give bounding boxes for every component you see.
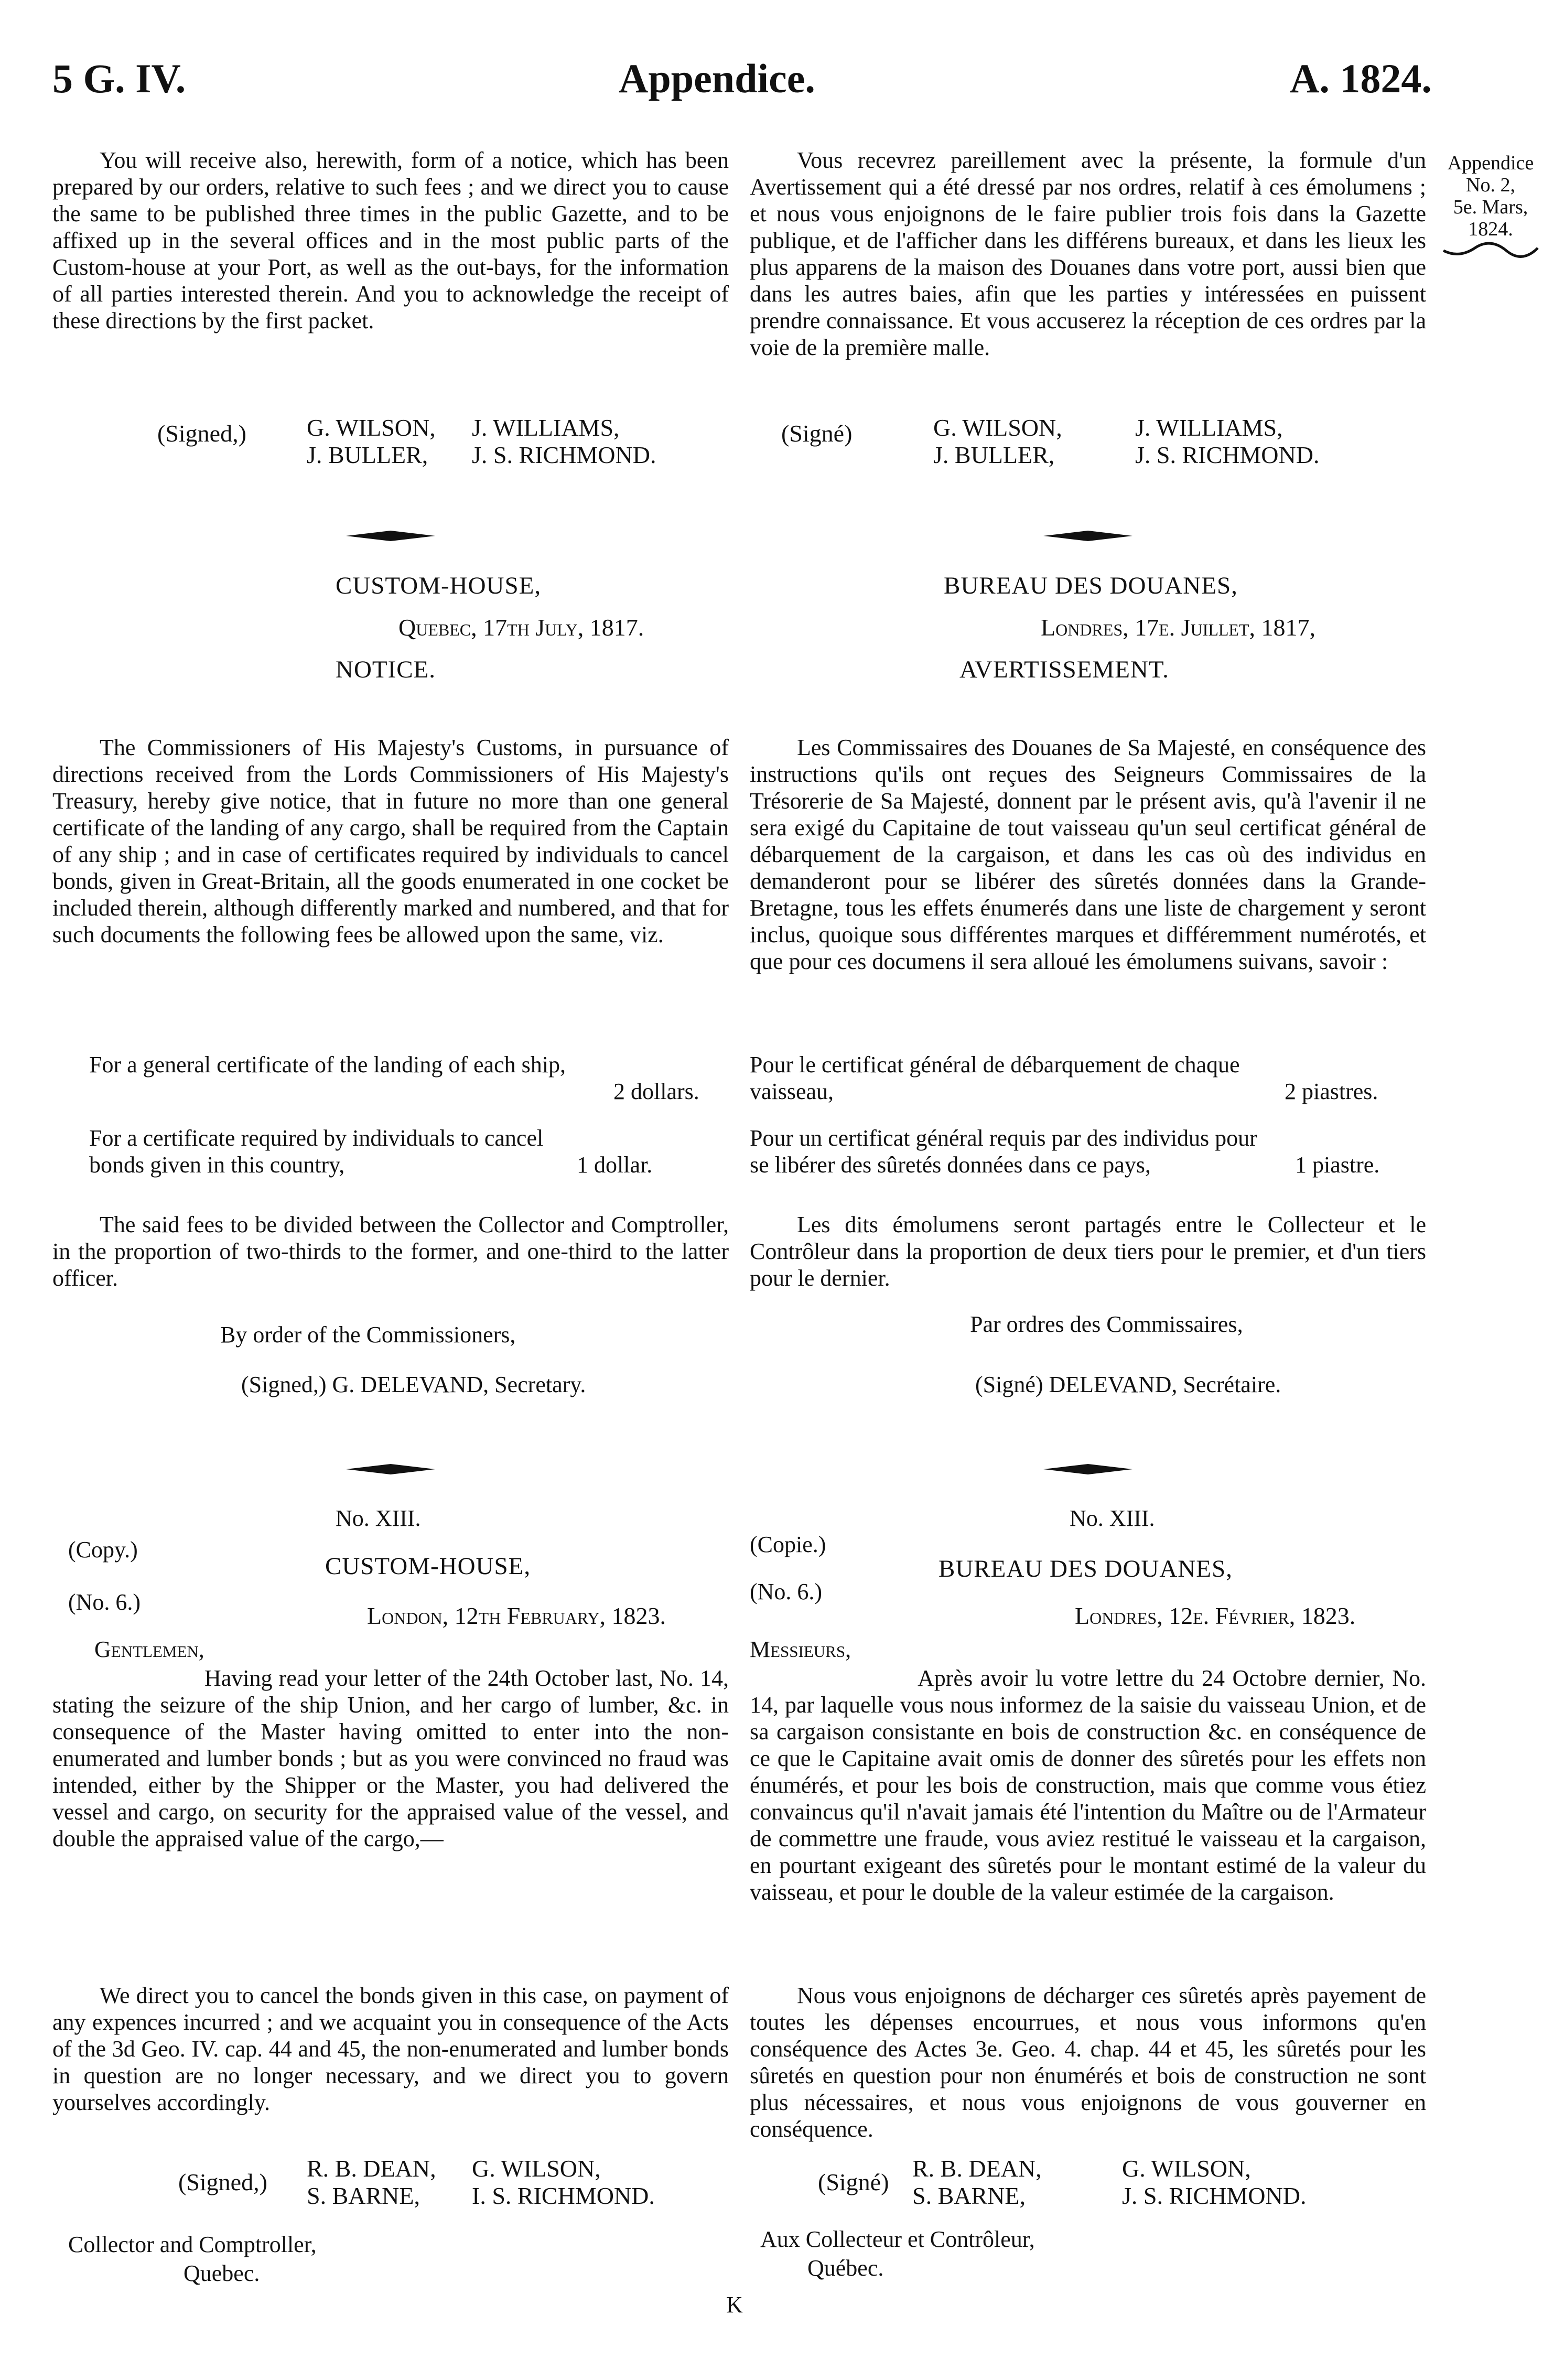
header-left: 5 G. IV.: [52, 56, 186, 101]
en-letter2: We direct you to cancel the bonds given in this case, on payment of any expences incurred ; and we acquaint you in consequence of the Acts of the 3d Geo. IV. cap. 44 and 45, the non-enumerated and lumber bonds in question are no longer necessary, and we direct you to govern yourselves accordingly.: [52, 1983, 729, 2115]
fr-date2: Londres, 12e. Février, 1823.: [1075, 1602, 1356, 1629]
en-by-order: By order of the Commissioners,: [220, 1322, 516, 1348]
en-letter1: Having read your letter of the 24th October last, No. 14, stating the seizure of the ship Union, and her cargo of lumber, &c. in consequence of the Master having omitted to enter into the non-enumerated and lumber bonds ; but as you were convinced no fraud was intended, either by the Shipper or the Master, you had delivered the vessel and cargo, on security for the appraised value of the vessel, and double the appraised value of the cargo,—: [52, 1665, 729, 1851]
fr-addressee1: Aux Collecteur et Contrôleur,: [760, 2226, 1035, 2252]
fr-no6: (No. 6.): [750, 1579, 823, 1604]
fr-addressee2: Québec.: [807, 2255, 884, 2281]
fr-sig1-name: J. BULLER,: [933, 441, 1055, 468]
margin-note-line: Appendice: [1447, 152, 1534, 174]
en-no13: No. XIII.: [336, 1505, 421, 1531]
en-sig2: (Signed,) G. DELEVAND, Secretary.: [241, 1372, 586, 1397]
fr-fees-division: Les dits émolumens seront partagés entre le Collecteur et le Contrôleur dans la proportion de deux tiers pour le premier, et d'un tiers pour le dernier.: [750, 1212, 1426, 1291]
en-date2: London, 12th February, 1823.: [367, 1602, 666, 1629]
fr-sig1-name: J. S. RICHMOND.: [1135, 441, 1320, 468]
en-sig1-name: G. WILSON,: [307, 414, 436, 441]
fr-sig3-name: J. S. RICHMOND.: [1122, 2182, 1307, 2209]
fr-fee1-label: Pour le certificat général de débarquement de chaque vaisseau,: [750, 1052, 1240, 1104]
margin-note-line: No. 2,: [1466, 174, 1515, 196]
en-ornament-divider: [346, 1463, 435, 1476]
en-sig3-name: R. B. DEAN,: [307, 2155, 436, 2182]
en-sig3-name: G. WILSON,: [472, 2155, 601, 2182]
fr-letter2: Nous vous enjoignons de décharger ces sûretés après payement de toutes les dépenses encourrues, et nous vous informons qu'en conséquence des Actes 3e. Geo. 4. chap. 44 et 45, les sûretés pour les sûretés en question pour non énumérés et bois de construction ne sont plus nécessaires, et nous vous enjoignons de vous gouverner en conséquence.: [750, 1983, 1426, 2142]
fr-sig3-name: R. B. DEAN,: [912, 2155, 1042, 2182]
en-salutation: Gentlemen,: [94, 1636, 204, 1662]
en-date1: Quebec, 17th July, 1817.: [398, 614, 644, 641]
en-sig1-label: (Signed,): [157, 420, 246, 447]
fr-date1: Londres, 17e. Juillet, 1817,: [1041, 614, 1316, 641]
fr-fee2-amount: 1 piastre.: [1295, 1152, 1380, 1178]
fr-sig1-name: G. WILSON,: [933, 414, 1062, 441]
fr-sig1-name: J. WILLIAMS,: [1135, 414, 1283, 441]
en-addressee2: Quebec.: [184, 2260, 260, 2286]
margin-note-line: 1824.: [1468, 218, 1513, 240]
fr-intro: Vous recevrez pareillement avec la présente, la formule d'un Avertissement qui a été dressé par nos ordres, relatif à ces émolumens ; et nous vous enjoignons de le faire publier trois fois dans la Gazette publique, et de l'afficher dans les différens bureaux, et dans les lieux les plus apparens de la maison des Douanes dans votre port, aussi bien que dans les autres baies, afin que les parties y intéressées en puissent prendre connaissance. Et vous accuserez la réception de ces ordres par la voie de la première malle.: [750, 147, 1426, 360]
en-no6: (No. 6.): [68, 1589, 141, 1615]
fr-sig3-name: S. BARNE,: [912, 2182, 1026, 2209]
en-sig3-name: S. BARNE,: [307, 2182, 420, 2209]
margin-note-line: 5e. Mars,: [1453, 196, 1528, 218]
en-fee1-amount: 2 dollars.: [613, 1079, 699, 1104]
en-fee2-amount: 1 dollar.: [577, 1152, 653, 1178]
en-fee2-label: For a certificate required by individuals to cancel bonds given in this country,: [89, 1125, 544, 1178]
fr-by-order: Par ordres des Commissaires,: [970, 1311, 1243, 1337]
fr-letter1: Après avoir lu votre lettre du 24 Octobre dernier, No. 14, par laquelle vous nous informez de la saisie du vaisseau Union, et de sa cargaison consistante en bois de construction &c. en conséquence de ce que le Capitaine avait omis de donner des sûretés pour les effets non énumérés, et pour les bois de construction, mais que comme vous étiez convaincus qu'il n'avait jamais été l'intention du Maître ou de l'Armateur de commettre une fraude, vous aviez restitué le vaisseau et la cargaison, en pourtant exigeant des sûretés pour le montant estimé de la valeur du vaisseau, et pour le double de la valeur estimée de la cargaison.: [750, 1665, 1426, 1905]
fr-no13: No. XIII.: [1070, 1505, 1155, 1531]
en-sig1-name: J. BULLER,: [307, 441, 428, 468]
fr-sig1-label: (Signé): [781, 420, 853, 447]
fr-salutation: Messieurs,: [750, 1636, 851, 1662]
fr-bureau: BUREAU DES DOUANES,: [944, 572, 1238, 599]
fr-copy: (Copie.): [750, 1532, 826, 1557]
footer-signature-mark: K: [726, 2292, 743, 2318]
fr-notice-body: Les Commissaires des Douanes de Sa Majesté, en conséquence des instructions qu'ils ont reçues des Seigneurs Commissaires de la Trésorerie de Sa Majesté, donnent par le présent avis, qu'à l'avenir il ne sera exigé du Capitaine de tout vaisseau qu'un seul certificat général de débarquement de la cargaison, et dans les cas où des individus en demanderont pour se libérer des sûretés données dans la Grande-Bretagne, tous les effets énumerés dans une liste de chargement y seront inclus, quoique sous différentes marques et différemment numérotés, et que pour ces documens il sera alloué les émolumens suivans, savoir :: [750, 735, 1426, 974]
fr-sig3-label: (Signé): [818, 2169, 889, 2195]
en-sig1-name: J. WILLIAMS,: [472, 414, 620, 441]
fr-bureau2: BUREAU DES DOUANES,: [939, 1555, 1233, 1582]
fr-sig3-name: G. WILSON,: [1122, 2155, 1251, 2182]
en-custom-house: CUSTOM-HOUSE,: [336, 572, 542, 599]
header-center: Appendice.: [619, 56, 815, 101]
en-fees-division: The said fees to be divided between the Collector and Comptroller, in the proportion of two-thirds to the former, and one-third to the latter officer.: [52, 1212, 729, 1291]
en-fee1-label: For a general certificate of the landing of each ship,: [89, 1052, 566, 1078]
en-sig3-name: I. S. RICHMOND.: [472, 2182, 655, 2209]
en-copy: (Copy.): [68, 1537, 138, 1563]
en-notice-title: NOTICE.: [336, 656, 436, 683]
en-custom-house2: CUSTOM-HOUSE,: [325, 1553, 531, 1580]
fr-fee2-label: Pour un certificat général requis par des individus pour se libérer des sûretés données dans ce pays,: [750, 1125, 1257, 1178]
en-sig1-name: J. S. RICHMOND.: [472, 441, 656, 468]
flourish-icon: [1438, 240, 1543, 261]
header-right: A. 1824.: [1290, 56, 1432, 101]
fr-ornament-divider: [1043, 1463, 1132, 1476]
fr-ornament-divider: [1043, 530, 1132, 542]
en-intro: You will receive also, herewith, form of a notice, which has been prepared by our orders, relative to such fees ; and we direct you to cause the same to be published three times in the public Gazette, and to be affixed up in the several offices and in the most public parts of the Custom-house at your Port, as well as the out-bays, for the information of all parties interested therein. And you to acknowledge the receipt of these directions by the first packet.: [52, 147, 729, 333]
fr-fee1-amount: 2 piastres.: [1285, 1079, 1378, 1104]
en-addressee1: Collector and Comptroller,: [68, 2232, 317, 2257]
en-ornament-divider: [346, 530, 435, 542]
fr-sig2: (Signé) DELEVAND, Secrétaire.: [975, 1372, 1281, 1397]
margin-note: [1436, 152, 1546, 266]
en-notice-body: The Commissioners of His Majesty's Customs, in pursuance of directions received from the Lords Commissioners of His Majesty's Treasury, hereby give notice, that in future no more than one general certificate of the landing of any cargo, shall be required from the Captain of any ship ; and in case of certificates required by individuals to cancel bonds, given in Great-Britain, all the goods enumerated in one cocket be included therein, although differently marked and numbered, and that for such documents the following fees be allowed upon the same, viz.: [52, 735, 729, 947]
en-sig3-label: (Signed,): [178, 2169, 267, 2195]
fr-avert-title: AVERTISSEMENT.: [959, 656, 1169, 683]
